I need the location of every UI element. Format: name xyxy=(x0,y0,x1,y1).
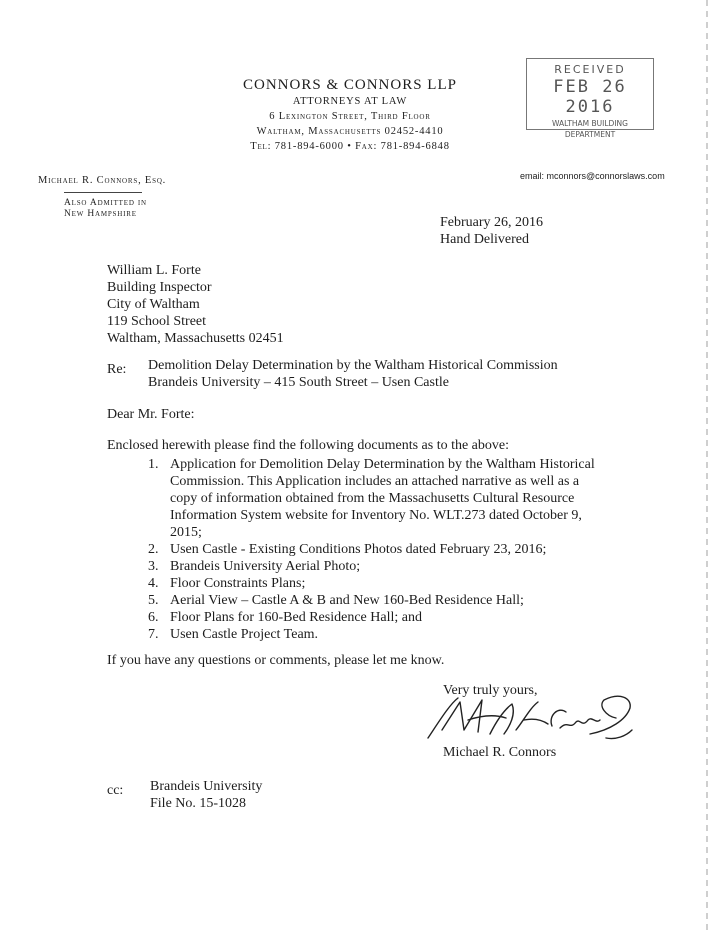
delivery-method: Hand Delivered xyxy=(440,232,530,247)
recipient-org: City of Waltham xyxy=(107,297,200,312)
firm-name: CONNORS & CONNORS LLP xyxy=(243,77,457,93)
handwritten-signature xyxy=(420,690,640,750)
list-item-number: 5. xyxy=(148,593,159,608)
signature-name: Michael R. Connors xyxy=(443,745,557,760)
list-item-number: 6. xyxy=(148,610,159,625)
closing-text: If you have any questions or comments, please let me know. xyxy=(107,653,445,668)
list-item-line: Application for Demolition Delay Determination by the Waltham Historical xyxy=(170,457,595,472)
letterhead xyxy=(200,76,500,154)
list-item-number: 2. xyxy=(148,542,159,557)
firm-phone-fax: Tel: 781-894-6000 • Fax: 781-894-6848 xyxy=(250,141,450,152)
sender-name: Michael R. Connors, Esq. xyxy=(38,175,167,186)
cc-label: cc: xyxy=(107,783,124,798)
list-item-number: 1. xyxy=(148,457,159,472)
page-edge-scan-mark xyxy=(706,0,708,932)
list-item-line: copy of information obtained from the Massachusetts Cultural Resource xyxy=(170,491,575,506)
recipient-city: Waltham, Massachusetts 02451 xyxy=(107,331,284,346)
firm-subtitle: ATTORNEYS AT LAW xyxy=(292,96,408,107)
list-item-line: Usen Castle - Existing Conditions Photos dated February 23, 2016; xyxy=(170,542,547,557)
re-label: Re: xyxy=(107,362,127,377)
list-item-number: 7. xyxy=(148,627,159,642)
admitted-line1: Also Admitted in xyxy=(64,198,147,208)
recipient-title: Building Inspector xyxy=(107,280,212,295)
cc-line2: File No. 15-1028 xyxy=(150,796,247,811)
list-item-line: Floor Plans for 160-Bed Residence Hall; and xyxy=(170,610,422,625)
sender-divider xyxy=(64,192,142,193)
re-line2: Brandeis University – 415 South Street – Usen Castle xyxy=(148,375,449,390)
list-item-line: Information System website for Inventory No. WLT.273 dated October 9, xyxy=(170,508,582,523)
stamp-dept-line1: WALTHAM BUILDING xyxy=(552,119,628,128)
recipient-street: 119 School Street xyxy=(107,314,207,329)
firm-address-line2: Waltham, Massachusetts 02452-4410 xyxy=(256,126,444,137)
re-line1: Demolition Delay Determination by the Waltham Historical Commission xyxy=(148,358,558,373)
intro-text: Enclosed herewith please find the following documents as to the above: xyxy=(107,438,510,453)
list-item-line: Floor Constraints Plans; xyxy=(170,576,306,591)
list-item-line: Usen Castle Project Team. xyxy=(170,627,319,642)
salutation: Dear Mr. Forte: xyxy=(107,407,195,422)
firm-address-line1: 6 Lexington Street, Third Floor xyxy=(269,111,431,122)
stamp-date: FEB 26 2016 xyxy=(553,77,627,117)
sender-email: email: mconnors@connorslaws.com xyxy=(520,171,665,181)
stamp-dept-line2: DEPARTMENT xyxy=(564,130,616,139)
admitted-line2: New Hampshire xyxy=(64,209,137,219)
list-item-line: 2015; xyxy=(170,525,202,540)
recipient-name: William L. Forte xyxy=(107,263,201,278)
list-item-number: 3. xyxy=(148,559,159,574)
letter-date: February 26, 2016 xyxy=(440,215,544,230)
received-stamp xyxy=(526,58,654,139)
list-item-number: 4. xyxy=(148,576,159,591)
list-item-line: Aerial View – Castle A & B and New 160-Bed Residence Hall; xyxy=(170,593,524,608)
cc-line1: Brandeis University xyxy=(150,779,263,794)
valediction: Very truly yours, xyxy=(443,683,538,698)
list-item-line: Commission. This Application includes an attached narrative as well as a xyxy=(170,474,580,489)
list-item-line: Brandeis University Aerial Photo; xyxy=(170,559,361,574)
stamp-received: RECEIVED xyxy=(554,63,626,76)
